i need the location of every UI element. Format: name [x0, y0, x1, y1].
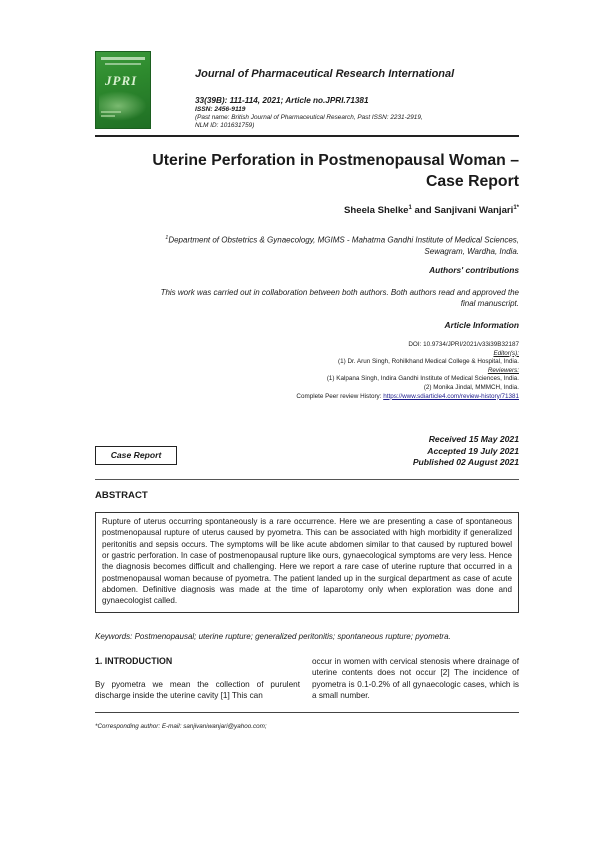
journal-logo-text: JPRI	[105, 73, 138, 88]
author-1: Sheela Shelke	[343, 205, 409, 217]
past-name	[195, 114, 423, 131]
affiliation	[89, 233, 519, 257]
author-2: Sanjivani Wanjari	[434, 205, 514, 217]
header-rule	[95, 135, 519, 137]
article-info-heading: Article Information	[444, 320, 519, 330]
article-dates	[413, 434, 519, 469]
introduction-right-column: occur in women with cervical stenosis where drainage of uterine contents does not occur [2] The incidence of pyometra is 0.1-0.2% of all gynaecologic cases, which is a small number.	[312, 657, 519, 701]
review-history-link[interactable]: https://www.sdiarticle4.com/review-history/71381	[383, 392, 519, 400]
contributions-line2: final manuscript.	[460, 299, 519, 308]
contributions-heading: Authors' contributions	[429, 265, 519, 275]
affiliation-line1: Department of Obstetrics & Gynaecology, MGIMS - Mahatma Gandhi Institute of Medical Sciences,	[168, 235, 519, 245]
contributions-line1: This work was carried out in collaboration between both authors. Both authors read and approved the	[160, 288, 519, 297]
abstract-heading: ABSTRACT	[95, 490, 148, 501]
past-name-line2: NLM ID: 101631759)	[195, 122, 255, 130]
doi: DOI: 10.9734/JPRI/2021/v33i39B32187	[408, 341, 519, 348]
title-line1: Uterine Perforation in Postmenopausal Woman –	[152, 152, 519, 169]
keywords: Keywords: Postmenopausal; uterine rupture; generalized peritonitis; spontaneous rupture; pyometra.	[95, 632, 451, 641]
past-name-line1: (Past name: British Journal of Pharmaceutical Research, Past ISSN: 2231-2919,	[195, 114, 423, 121]
volume-line: 33(39B): 111-114, 2021; Article no.JPRI.71381	[195, 96, 369, 105]
introduction-heading: 1. INTRODUCTION	[95, 656, 173, 666]
reviewer-1: (1) Kalpana Singh, Indira Gandhi Institute of Medical Sciences, India.	[326, 375, 519, 383]
article-title	[89, 150, 519, 192]
footnote-rule	[95, 712, 519, 713]
affiliation-sup: 1	[165, 235, 169, 241]
contributions-text	[89, 287, 519, 309]
introduction-left-column: By pyometra we mean the collection of purulent discharge inside the uterine cavity [1] This can	[95, 680, 300, 701]
author-and: and	[411, 205, 435, 217]
reviewers-label: Reviewers:	[487, 366, 519, 374]
section-rule	[95, 479, 519, 480]
author-1-sup: 1	[408, 205, 412, 211]
editors-label: Editor(s):	[493, 349, 519, 357]
editor-1: (1) Dr. Arun Singh, Rohilkhand Medical College & Hospital, India.	[338, 358, 519, 366]
title-line2: Case Report	[425, 173, 519, 190]
issn: ISSN: 2456-9119	[195, 106, 246, 113]
author-2-sup: 1*	[513, 205, 519, 211]
accepted-date: Accepted 19 July 2021	[427, 445, 519, 456]
article-info-block	[139, 341, 519, 401]
authors	[344, 205, 519, 216]
case-report-label: Case Report	[95, 446, 177, 465]
journal-cover-image	[95, 51, 151, 129]
abstract-text: Rupture of uterus occurring spontaneously is a rare occurrence. Here we are presenting a case of spontaneous postmenopausal rupture of uterus caused by pyometra. This can be associated with high morbidity if generalized peritonitis and sepsis occurs. The symptoms will be like acute abdomen similar to that caused by ruptured bowel or gastric perforation. In case of postmenopausal rupture like ours, gynaecological symptoms are very less. Hence the diagnosis becomes difficult and challenging. Here we report a rare case of uterine rupture that occurred in a postmenopausal woman because of pyometra. The patient landed up in the surgical department as case of acute abdomen. Definitive diagnosis was made at the time of laparotomy only when exploration was done and gynaecologist called.	[95, 512, 519, 613]
review-history-label: Complete Peer review History:	[296, 392, 384, 400]
received-date: Received 15 May 2021	[428, 434, 519, 444]
reviewer-2: (2) Monika Jindal, MMMCH, India.	[423, 383, 519, 391]
corresponding-author-footnote: *Corresponding author: E-mail: sanjivaniwanjari@yahoo.com;	[95, 723, 267, 730]
published-date: Published 02 August 2021	[412, 457, 519, 467]
journal-name: Journal of Pharmaceutical Research International	[195, 68, 455, 80]
affiliation-line2: Sewagram, Wardha, India.	[424, 246, 519, 256]
